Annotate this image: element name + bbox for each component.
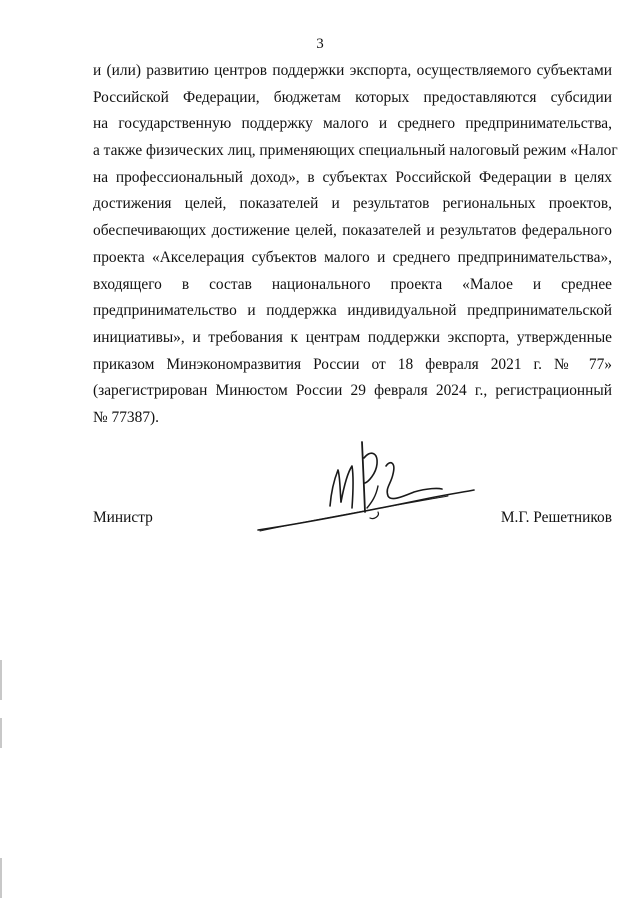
body-line: на государственную поддержку малого и среднего предпринимательства, <box>93 115 612 133</box>
signatory-name: М.Г. Решетников <box>500 509 612 526</box>
left-margin-mark <box>0 858 2 898</box>
body-line: Российской Федерации, бюджетам которых предоставляются субсидии <box>93 88 612 106</box>
body-line: предпринимательство и поддержка индивидуальной предпринимательской <box>93 302 612 320</box>
body-line: достижения целей, показателей и результатов региональных проектов, <box>93 195 612 213</box>
body-line: входящего в состав национального проекта «Малое и среднее <box>93 275 612 293</box>
page-number: 3 <box>316 36 324 52</box>
left-margin-mark <box>0 718 2 748</box>
body-line: приказом Минэкономразвития России от 18 февраля 2021 г. № 77» <box>93 355 612 373</box>
body-line: проекта «Акселерация субъектов малого и среднего предпринимательства», <box>93 248 612 266</box>
body-line: (зарегистрирован Минюстом России 29 февраля 2024 г., регистрационный <box>93 382 612 400</box>
left-margin-mark <box>0 660 2 700</box>
body-line: инициативы», и требования к центрам поддержки экспорта, утвержденные <box>93 328 612 346</box>
body-line: и (или) развитию центров поддержки экспорта, осуществляемого субъектами <box>93 62 612 79</box>
body-line: № 77387). <box>93 408 159 426</box>
body-line: а также физических лиц, применяющих специальный налоговый режим «Налог <box>93 142 618 160</box>
handwritten-signature <box>252 436 480 536</box>
body-line: обеспечивающих достижение целей, показателей и результатов федерального <box>93 222 612 240</box>
position-title: Министр <box>93 509 153 526</box>
body-line: на профессиональный доход», в субъектах Российской Федерации в целях <box>93 168 612 186</box>
document-body <box>93 58 618 432</box>
